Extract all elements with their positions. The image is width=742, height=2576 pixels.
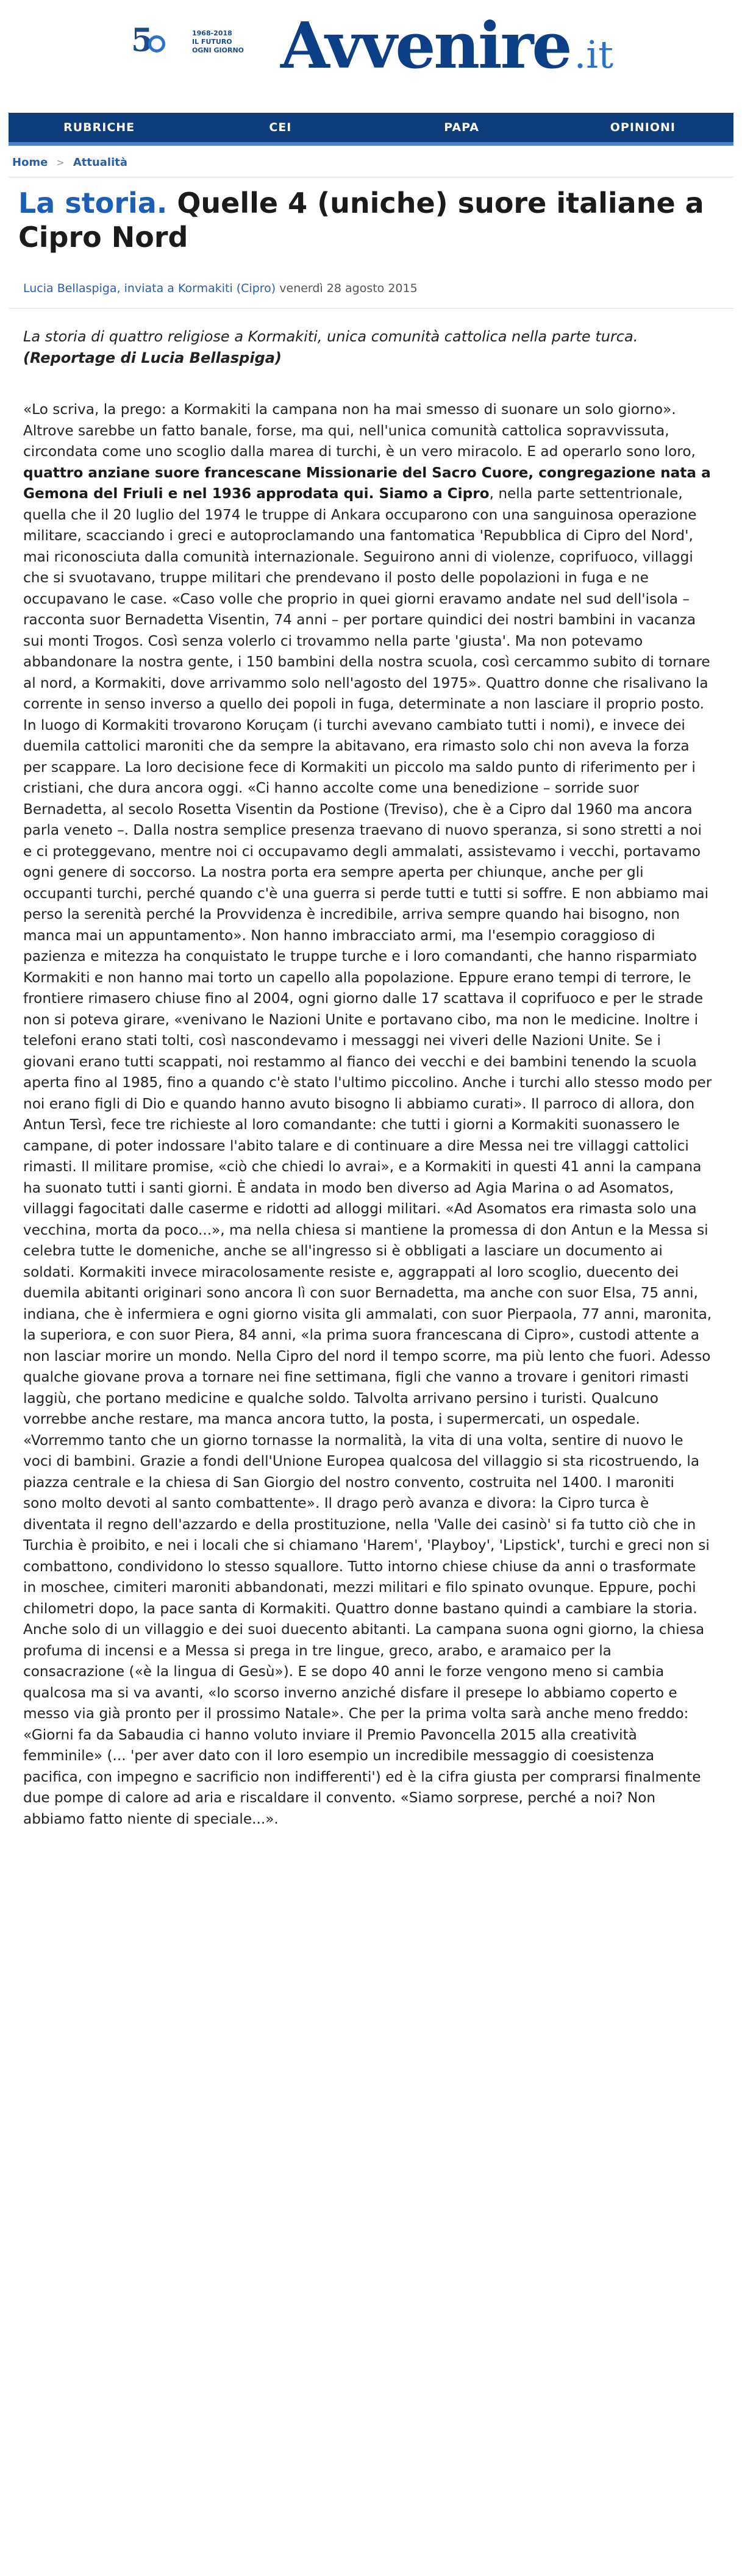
summary-text: La storia di quattro religiose a Kormakiti, unica comunità cattolica nella parte turca. — [23, 328, 638, 345]
breadcrumb-section[interactable]: Attualità — [73, 155, 128, 169]
article-byline — [23, 282, 724, 295]
nav-item-opinioni[interactable]: OPINIONI — [610, 121, 676, 134]
nav-item-papa[interactable]: PAPA — [444, 121, 480, 134]
logo-suffix: .it — [574, 32, 614, 77]
article-date: venerdì 28 agosto 2015 — [279, 282, 418, 295]
article-title-text: Quelle 4 (uniche) suore italiane a Cipro Nord — [18, 187, 704, 254]
breadcrumb — [12, 151, 726, 173]
anniversary-zero-ring — [148, 35, 165, 52]
site-logo[interactable] — [280, 8, 614, 88]
paragraph-intro: «Lo scriva, la prego: a Kormakiti la campana non ha mai smesso di suonare un solo giorno». Altrove sarebbe un fatto banale, forse, ma qui, nell'unica comunità cattolica sopravvissuta, circondata come uno scoglio dalla marea di turchi, è un vero miracolo. E ad operarlo sono loro, — [23, 401, 696, 460]
article-paragraph — [23, 399, 712, 1830]
article-title — [18, 186, 719, 254]
nav-item-rubriche[interactable]: RUBRICHE — [63, 121, 135, 134]
anniversary-line2: OGNI GIORNO — [192, 46, 244, 54]
masthead — [0, 0, 742, 110]
byline-divider — [9, 308, 733, 309]
anniversary-line1: IL FUTURO — [192, 38, 232, 46]
anniversary-text — [192, 29, 244, 55]
nav-item-cei[interactable]: CEI — [269, 121, 292, 134]
paragraph-rest: , nella parte settentrionale, quella che il 20 luglio del 1974 le truppe di Ankara occuparono con una sanguinosa operazione militare, scacciando i greci e autoproclamando una fantomatica 'Repubblica di Cipro del Nord', mai riconosciuta dalla comunità internazionale. Seguirono anni di violenze, coprifuoco, villaggi che si svuotavano, truppe militari che prendevano il posto delle popolazioni in fuga e ne occupavano le case. «Caso volle che proprio in quei giorni eravamo andate nel sud dell'isola – racconta suor Bernadetta Visentin, 74 anni – per portare quindici dei nostri bambini in vacanza sui monti Trogos. Così senza volerlo ci trovammo nella parte 'giusta'. Ma non potevamo abbandonare la nostra gente, i 150 bambini della nostra scuola, così cercammo subito di tornare al nord, a Kormakiti, dove arrivammo solo nell'agosto del 1975». Quattro donne che risalivano la corrente in senso inverso a quello dei popoli in fuga, determinate a non lasciare il proprio posto. In luogo di Kormakiti trovarono Koruçam (i turchi avevano cambiato tutti i nomi), e invece dei duemila cattolici maroniti che da sempre la abitavano, era rimasto solo chi non aveva la forza per scappare. La loro decisione fece di Kormakiti un piccolo ma saldo punto di riferimento per i cristiani, che dura ancora oggi. «Ci hanno accolte come una benedizione – sorride suor Bernadetta, al secolo Rosetta Visentin da Postione (Treviso), che è a Cipro dal 1960 ma ancora parla veneto –. Dalla nostra semplice presenza traevano di nuovo speranza, si sono stretti a noi e ci proteggevano, mentre noi ci occupavamo degli ammalati, assistevamo i vecchi, portavamo ogni genere di soccorso. La nostra porta era sempre aperta per chiunque, anche per gli occupanti turchi, perché quando c'è una guerra si perde tutti e tutti si soffre. E non abbiamo mai perso la serenità perché la Provvidenza è incredibile, arriva sempre quando hai bisogno, non manca mai un appuntamento». Non hanno imbracciato armi, ma l'esempio coraggioso di pazienza e mitezza ha conquistato le truppe turche e i loro comandanti, che hanno risparmiato Kormakiti e non hanno mai torto un capello alla popolazione. Eppure erano tempi di terrore, le frontiere rimasero chiuse fino al 2004, ogni giorno dalle 17 scattava il coprifuoco e per le strade non si poteva girare, «venivano le Nazioni Unite e portavano cibo, ma non le medicine. Inoltre i telefoni erano stati tolti, così nascondevamo i messaggi nei viveri delle Nazioni Unite. Se i giovani erano tutti scappati, noi restammo al fianco dei vecchi e dei bambini tenendo la scuola aperta fino al 1985, fino a quando c'è stato l'ultimo piccolino. Anche i turchi allo stesso modo per noi erano figli di Dio e quando hanno avuto bisogno li abbiamo curati». Il parroco di allora, don Antun Tersì, fece tre richieste al loro comandante: che tutti i giorni a Kormakiti suonassero le campane, di poter indossare l'abito talare e di continuare a dire Messa nei tre villaggi cattolici rimasti. Il militare promise, «ciò che chiedi lo avrai», e a Kormakiti in questi 41 anni la campana ha suonato tutti i santi giorni. È andata in modo ben diverso ad Agia Marina o ad Asomatos, villaggi fagocitati dalle caserme e ridotti ad alloggi militari. «Ad Asomatos era rimasta solo una vecchina, morta da poco...», ma nella chiesa si mantiene la promessa di don Antun e la Messa si celebra tutte le domeniche, anche se all'ingresso si è obbligati a lasciare un documento ai soldati. Kormakiti invece miracolosamente resiste e, aggrappati al loro scoglio, duecento dei duemila abitanti originari sono ancora lì con suor Bernadetta, ma anche con suor Elsa, 75 anni, indiana, che è infermiera e ogni giorno visita gli ammalati, con suor Pierpaola, 77 anni, maronita, la superiora, e con suor Piera, 84 anni, «la prima suora francescana di Cipro», custodi attente a non lasciar morire un mondo. Nella Cipro del nord il tempo scorre, ma più lento che fuori. Adesso qualche giovane prova a tornare nei fine settimana, figli che vanno a trovare i genitori rimasti laggiù, che portano medicine e qualche soldo. Talvolta arrivano persino i turisti. Qualcuno vorrebbe anche restare, ma manca ancora tutto, la posta, i supermercati, un ospedale. «Vorremmo tanto che un giorno tornasse la normalità, la vita di una volta, sentire di nuovo le voci di bambini. Grazie a fondi dell'Unione Europea qualcosa del villaggio si sta ricostruendo, la piazza centrale e la chiesa di San Giorgio del nostro convento, costruita nel 1400. I maroniti sono molto devoti al santo combattente». Il drago però avanza e divora: la Cipro turca è diventata il regno dell'azzardo e della prostituzione, nella 'Valle dei casinò' si fa tutto ciò che in Turchia è proibito, e nei i locali che si chiamano 'Harem', 'Playboy', 'Lipstick', turchi e greci non si combattono, condividono lo stesso squallore. Tutto intorno chiese chiuse da anni o trasformate in moschee, cimiteri maroniti abbandonati, mezzi militari e filo spinato ovunque. Eppure, pochi chilometri dopo, la pace santa di Kormakiti. Quattro donne bastano quindi a cambiare la storia. Anche solo di un villaggio e dei suoi duecento abitanti. La campana suona ogni giorno, la chiesa profuma di incensi e a Messa si prega in tre lingue, greco, arabo, e aramaico per la consacrazione («è la lingua di Gesù»). E se dopo 40 anni le forze vengono meno si cambia qualcosa ma si va avanti, «lo scorso inverno anziché disfare il presepe lo abbiamo coperto e messo via già pronto per il prossimo Natale». Che per la prima volta sarà anche meno freddo: «Giorni fa da Sabaudia ci hanno voluto inviare il Premio Pavoncella 2015 alla creatività femminile» (... 'per aver dato con il loro esempio un incredibile messaggio di coesistenza pacifica, con impegno e sacrificio non indifferenti') ed è la cifra giusta per comprarsi finalmente due pompe di calore ad aria e riscaldare il convento. «Siamo sorprese, perché a noi? Non abbiamo fatto niente di speciale...». — [23, 485, 712, 1827]
main-nav — [9, 113, 733, 142]
anniversary-badge — [131, 24, 265, 61]
breadcrumb-separator-icon: > — [56, 156, 65, 168]
anniversary-years: 1968-2018 — [192, 29, 232, 37]
article-kicker: La storia. — [18, 187, 168, 219]
breadcrumb-home[interactable]: Home — [12, 155, 48, 169]
article-author[interactable]: Lucia Bellaspiga, inviata a Kormakiti (Cipro) — [23, 282, 276, 295]
logo-text: Avvenire — [280, 8, 571, 83]
anniversary-number: 5 — [131, 22, 154, 59]
article-summary — [23, 326, 700, 369]
subnav-bar — [9, 142, 733, 146]
summary-credit: (Reportage di Lucia Bellaspiga) — [23, 349, 282, 366]
paragraph-bold: quattro anziane suore francescane Missionarie del Sacro Cuore, congregazione nata a Gemona del Friuli e nel 1936 approdata qui. Siamo a Cipro — [23, 464, 711, 502]
article-body — [23, 399, 712, 1830]
